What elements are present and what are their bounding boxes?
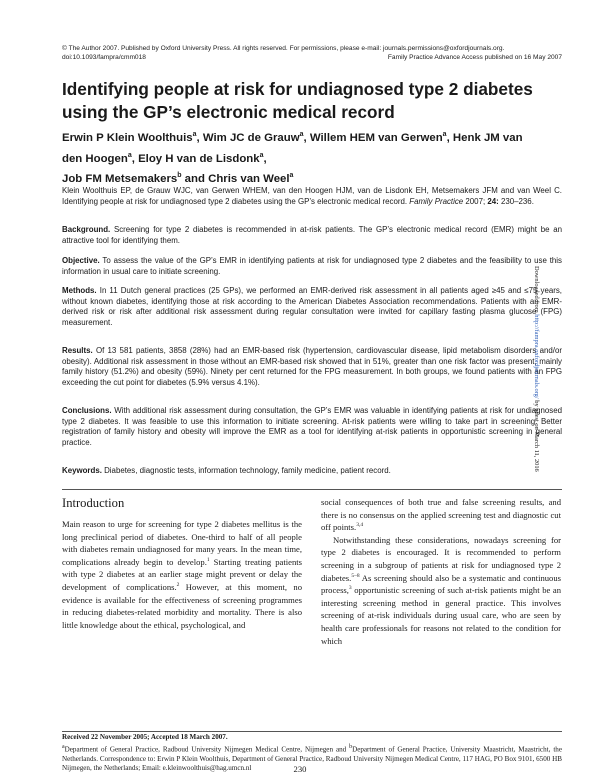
reference-link[interactable]: 2	[176, 582, 180, 589]
received-dates: Received 22 November 2005; Accepted 18 March 2007.	[62, 733, 228, 741]
section-divider	[62, 489, 562, 490]
section-heading-introduction: Introduction	[62, 496, 125, 510]
copyright-line: © The Author 2007. Published by Oxford University Press. All rights reserved. For permissions, please e-mail: journals.permissions@oxfordjournals.org.	[62, 45, 505, 52]
reference-link[interactable]: 3,4	[356, 522, 364, 529]
intro-left-column	[62, 518, 302, 631]
affiliations: $^a$Department of General Practice, Radboud University Nijmegen Medical Centre, Nijmegen and $^b$Department of General Practice, University Maastricht, Maastricht, the Netherlands. Correspondence to: Erwin P Klein Woolthuis, Department of General Practice, Radboud University Nijmegen Medical Centre, 117 HAG, PO Box 9101, 6500 HB Nijmegen, the Netherlands; Email: e.kleinwoolthuis@hag.umcn.nl	[62, 743, 562, 773]
advance-access-note: Family Practice Advance Access published on 16 May 2007	[387, 54, 562, 61]
journal-url-link[interactable]: http://fampra.oxfordjournals.org/	[533, 314, 540, 399]
doi[interactable]: doi:10.1093/fampra/cmm018	[62, 54, 146, 61]
article-title: Identifying people at risk for undiagnosed type 2 diabetes using the GP’s electronic medical record	[62, 79, 533, 122]
volume: 24:	[487, 196, 499, 206]
abstract-conclusions: Conclusions. With additional risk assessment during consultation, the GP’s EMR was valuable in identifying patients at risk for undiagnosed type 2 diabetes. It was feasible to use this information to initiate screening. At-risk patients were willing to take part in screening. Better registration of family history and obesity will improve the EMR as a tool for identifying at-risk patients in opportunistic screening in general practice.	[62, 406, 562, 447]
reference-link[interactable]: 1	[206, 556, 210, 563]
journal-header	[62, 44, 562, 62]
author-list	[62, 126, 542, 188]
citation: Klein Woolthuis EP, de Grauw WJC, van Gerwen WHEM, van den Hoogen HJM, van de Lisdonk EH, Metsemakers JFM and van Weel C. Identifying people at risk for undiagnosed type 2 diabetes using the GP’s electronic medical record. Family Practice 2007; 24: 230–236.	[62, 186, 562, 206]
reference-link[interactable]: 3	[348, 585, 352, 592]
abstract-keywords: Keywords. Diabetes, diagnostic tests, information technology, family medicine, patient record.	[62, 466, 391, 475]
page-number: 230	[293, 764, 307, 774]
author: Wim JC de Grauw$^a$,	[202, 131, 310, 144]
reference-link[interactable]: 5–8	[351, 572, 360, 579]
abstract-objective: Objective. To assess the value of the GP’s EMR in identifying patients at risk for undiagnosed type 2 diabetes and the feasibility to use this information in usual care to initiate screening.	[62, 256, 562, 276]
download-watermark: Downloaded from http://fampra.oxfordjournals.org/ by guest on March 11, 2016	[533, 266, 540, 472]
author: Erwin P Klein Woolthuis$^a$,	[62, 131, 203, 144]
abstract-methods: Methods. In 11 Dutch general practices (25 GPs), we performed an EMR-derived risk assessment in all patients aged ≥45 and ≤75 years, without known diabetes, identifying those at risk according to the American Diabetes Association recommendations. Patients with an EMR-derived risk or risk after additional risk assessment during regular consultation were invited for capillary fasting plasma glucose (FPG) measurement.	[62, 286, 562, 327]
abstract-results: Results. Of 13 581 patients, 3858 (28%) had an EMR-based risk (hypertension, cardiovascular disease, lipid metabolism disorders and/or obesity). Additional risk assessment in those without an EMR-based risk showed that in 51%, greater than one risk factor was present, mainly family history (51.2%) and obesity (59%). Ninety per cent returned for the FPG measurement. In both groups, we found patients with an FPG exceeding the cut point for diabetes (5.9% versus 4.1%).	[62, 346, 562, 387]
footnote-divider	[62, 731, 562, 732]
paragraph: Main reason to urge for screening for type 2 diabetes mellitus is the long preclinical period of diabetes. One-third to half of all people with diabetes remain undiagnosed for many years. In the mean time, complications already begin to develop.$^1$ Starting treating patients with type 2 diabetes at an earlier stage might prevent or delay the development of complications.$^2$ However, at this moment, no evidence is available for the effectiveness of screening programmes in reducing diabetes-related morbidity and mortality. There is also little knowledge about the ethical, psychological, and	[62, 519, 302, 630]
author: Eloy H van de Lisdonk$^a$,	[138, 151, 267, 165]
author: Job FM Metsemakers$^b$ and	[62, 172, 209, 186]
journal-name: Family Practice	[409, 196, 464, 206]
author: Willem HEM van Gerwen$^a$,	[309, 131, 453, 144]
paragraph: social consequences of both true and false screening results, and there is no consensus on the applied screening test and diagnostic cut off points.$^{3,4}$	[321, 497, 561, 533]
paragraph: Notwithstanding these considerations, nowadays screening for type 2 diabetes is encouraged. It is recommended to perform screening in a subgroup of patients at risk for undiagnosed type 2 diabetes.$^{5-8}$ As screening should also be a systematic and continuous process,$^3$ opportunistic screening of such at-risk patients might be an interesting screening method in general practice. This involves screening of at-risk individuals during usual care, who are seen by health care professionals for reasons not related to the condition for which	[321, 534, 561, 646]
author: Henk JM van den Hoogen$^a$,	[62, 131, 523, 165]
abstract-background: Background. Screening for type 2 diabetes is recommended in at-risk patients. The GP’s electronic medical record (EMR) might be an attractive tool for identifying them.	[62, 225, 562, 245]
author: Chris van Weel$^a$	[208, 172, 294, 186]
intro-right-column	[321, 496, 561, 647]
